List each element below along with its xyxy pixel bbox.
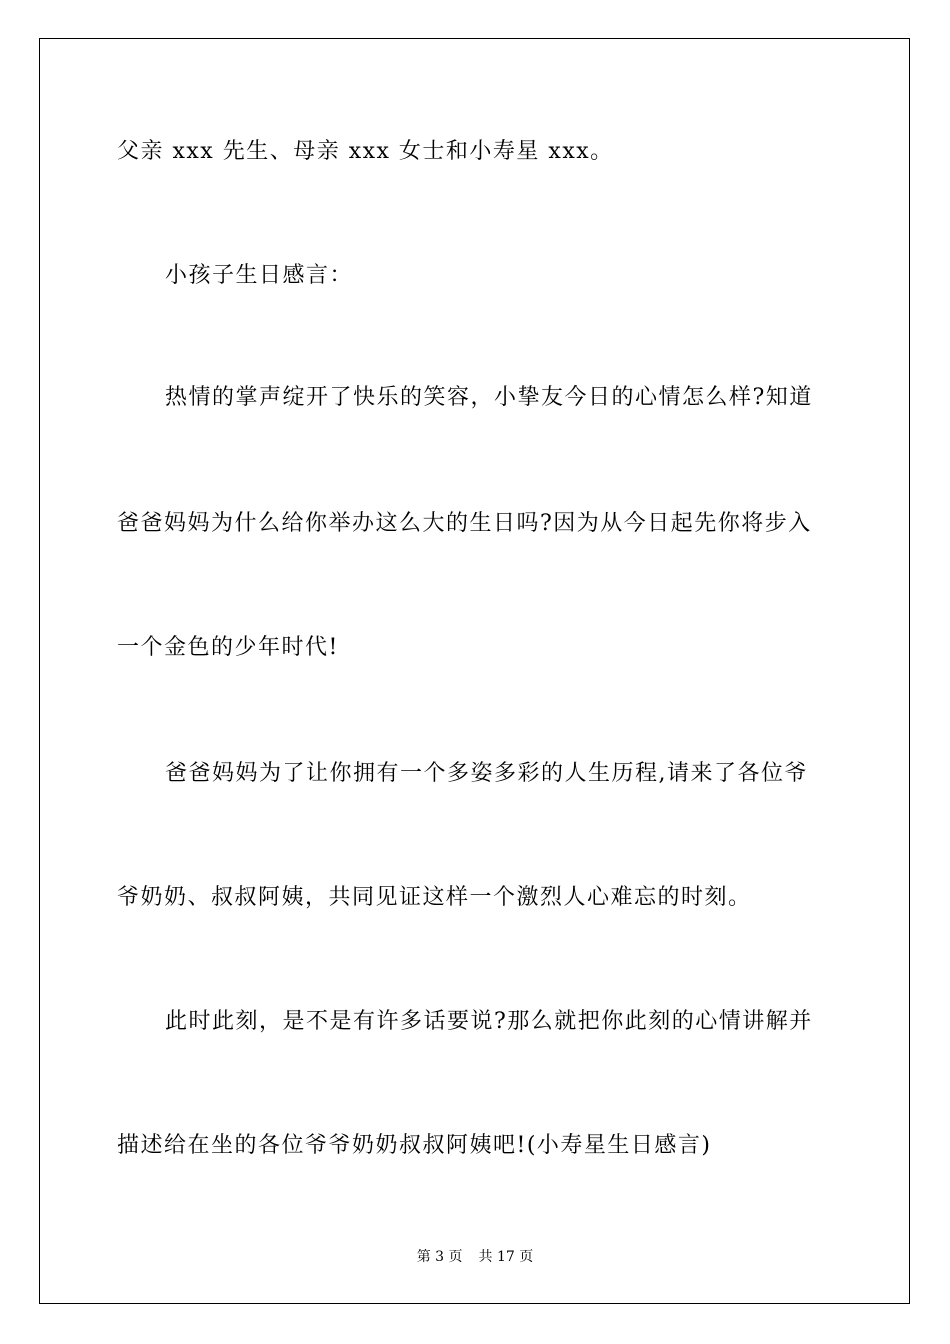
text-line-1: 父亲 xxx 先生、母亲 xxx 女士和小寿星 xxx。: [117, 139, 614, 164]
page-number: 第 3 页: [416, 1249, 463, 1265]
text-line-5: 一个金色的少年时代!: [117, 635, 339, 660]
text-line-9: 描述给在坐的各位爷爷奶奶叔叔阿姨吧!(小寿星生日感言): [117, 1133, 712, 1158]
text-line-4: 爸爸妈妈为什么给你举办这么大的生日吗?因为从今日起先你将步入: [117, 511, 812, 536]
page-border: [39, 38, 910, 1304]
text-line-8: 此时此刻，是不是有许多话要说?那么就把你此刻的心情讲解并: [165, 1009, 813, 1034]
text-line-3: 热情的掌声绽开了快乐的笑容，小挚友今日的心情怎么样?知道: [165, 385, 813, 410]
page-footer: [0, 1248, 950, 1266]
text-line-6: 爸爸妈妈为了让你拥有一个多姿多彩的人生历程,请来了各位爷: [165, 761, 808, 786]
text-line-2: 小孩子生日感言：: [165, 263, 354, 288]
text-line-7: 爷奶奶、叔叔阿姨，共同见证这样一个激烈人心难忘的时刻。: [117, 885, 752, 910]
page-total: 共 17 页: [478, 1249, 534, 1265]
